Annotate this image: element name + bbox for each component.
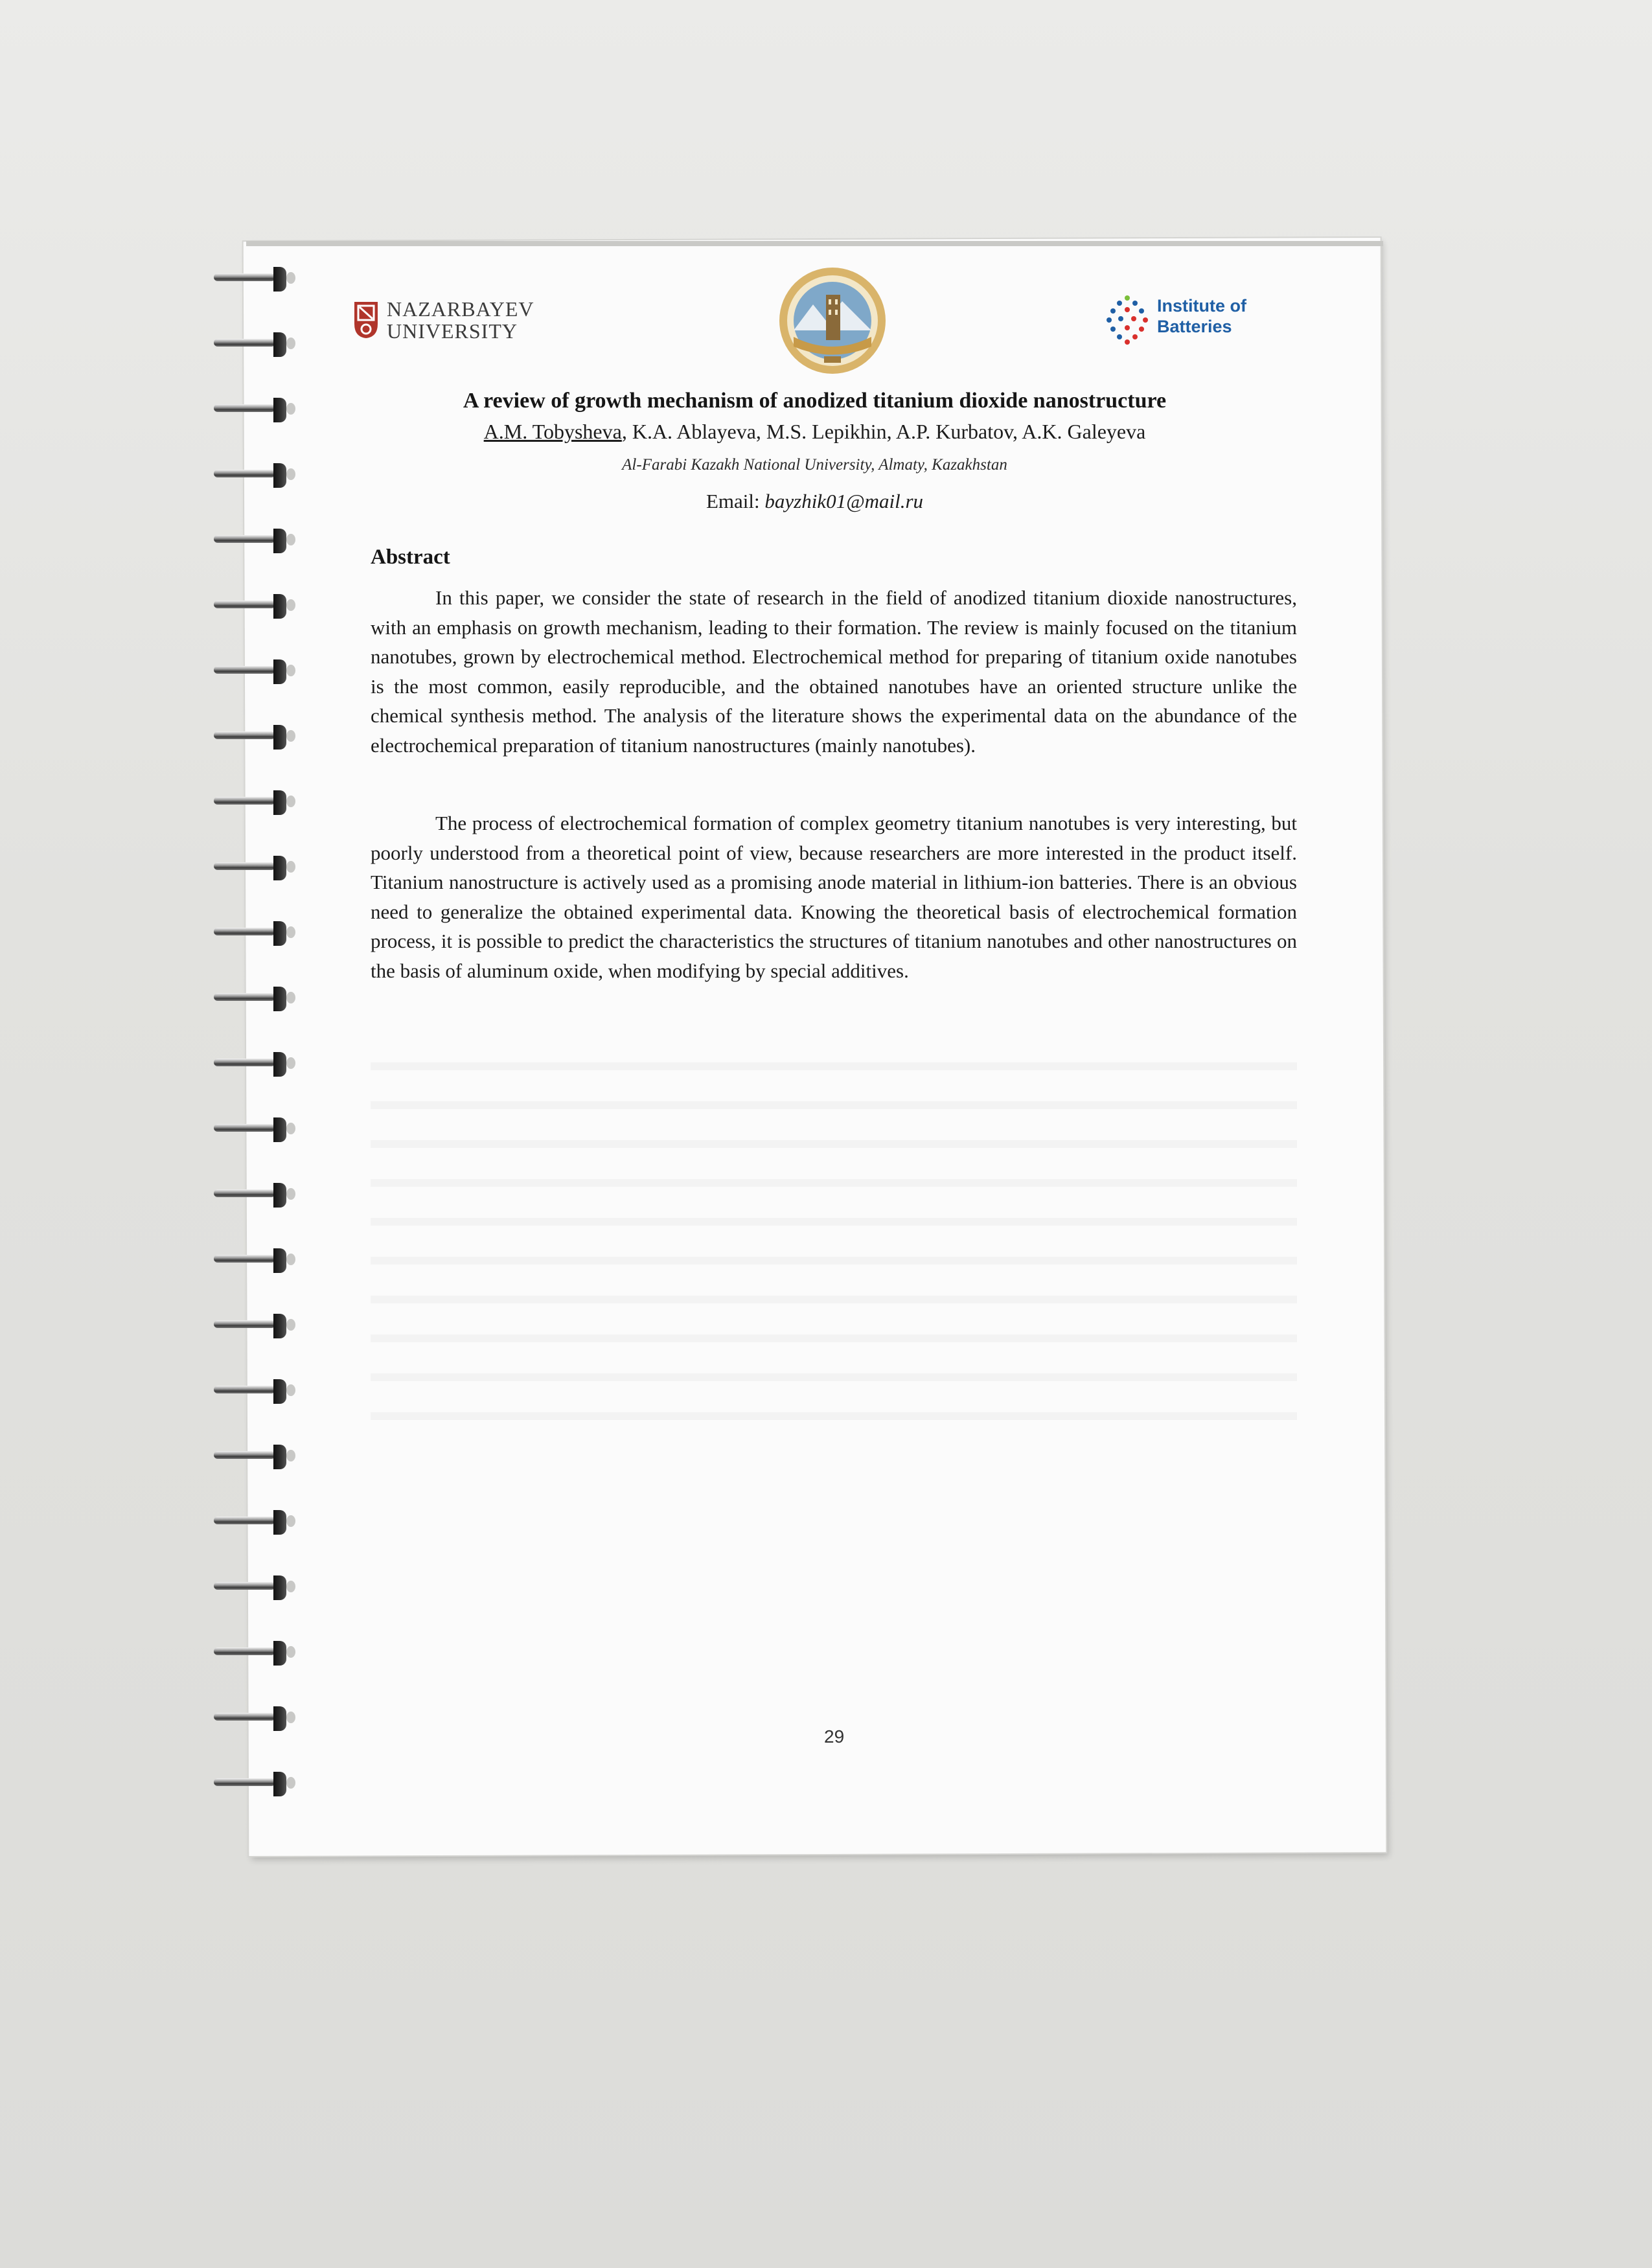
show-through-line [371, 1179, 1297, 1187]
notebook-page [244, 238, 1386, 1856]
spiral-ring [214, 1640, 298, 1666]
email-label: Email: [706, 490, 765, 512]
spiral-ring [214, 1051, 298, 1077]
show-through-line [371, 1101, 1297, 1109]
paper-title: A review of growth mechanism of anodized titanium dioxide nanostructure [463, 389, 1167, 413]
abstract-paragraph-2: The process of electrochemical formation of complex geometry titanium nanotubes is very interesting, but poorly understood from a theoretical point of view, because researchers are more interested in the product itself. Titanium nanostructure is actively used as a promising anode material in lithium-ion batteries. There is an obvious need to generalize the obtained experimental data. Knowing the theoretical basis of electrochemical formation process, it is possible to predict the characteristics the structures of titanium nanotubes and other nanostructures on the basis of aluminum oxide, when modifying by special additives. [371, 812, 1297, 982]
spiral-ring [214, 1247, 298, 1273]
spiral-ring [214, 527, 298, 553]
page-top-edge [246, 241, 1383, 246]
show-through-line [371, 1296, 1297, 1303]
spiral-ring [214, 854, 298, 880]
nu-wordmark [387, 298, 534, 342]
show-through-line [371, 1334, 1297, 1342]
show-through-line [371, 1140, 1297, 1148]
show-through-line [371, 1062, 1297, 1070]
show-through-line [371, 1373, 1297, 1381]
nu-line1: NAZARBAYEV [387, 297, 534, 321]
spiral-ring [214, 593, 298, 619]
abstract-heading: Abstract [371, 545, 450, 569]
spiral-ring [214, 789, 298, 815]
conference-emblem-icon [777, 266, 888, 376]
spiral-ring [214, 658, 298, 684]
battery-dots-icon [1101, 294, 1153, 346]
iob-line1: Institute of [1157, 296, 1246, 315]
spiral-ring [214, 1509, 298, 1535]
page-number: 29 [824, 1726, 845, 1747]
spiral-ring [214, 1378, 298, 1404]
spiral-ring [214, 266, 298, 292]
show-through-line [371, 1257, 1297, 1265]
first-author: A.M. Tobysheva [483, 420, 622, 443]
spiral-ring [214, 985, 298, 1011]
spiral-ring [214, 1705, 298, 1731]
email-address: bayzhik01@mail.ru [764, 490, 924, 512]
spiral-ring [214, 1770, 298, 1796]
abstract-paragraph-1: In this paper, we consider the state of research in the field of anodized titanium dioxide nanostructures, with an emphasis on growth mechanism, leading to their formation. The review is mainly focused on the titanium nanotubes, grown by electrochemical method. Electrochemical method for preparing of titanium oxide nanotubes is the most common, easily reproducible, and the obtained nanotubes have an oriented structure unlike the chemical synthesis method. The analysis of the literature shows the experimental data on the abundance of the electrochemical preparation of titanium nanostructures (mainly nanotubes). [371, 586, 1297, 757]
spiral-ring [214, 1182, 298, 1208]
co-authors: , K.A. Ablayeva, M.S. Lepikhin, A.P. Kurbatov, A.K. Galeyeva [621, 420, 1146, 443]
spiral-ring [214, 1116, 298, 1142]
show-through-line [371, 1412, 1297, 1420]
iob-line2: Batteries [1157, 317, 1232, 336]
spiral-ring [214, 1443, 298, 1469]
spiral-ring [214, 724, 298, 750]
nu-line2: UNIVERSITY [387, 319, 518, 343]
author-list [246, 420, 1383, 444]
email-line [246, 490, 1383, 513]
affiliation: Al-Farabi Kazakh National University, Almaty, Kazakhstan [622, 456, 1007, 474]
spiral-ring [214, 1574, 298, 1600]
iob-wordmark [1157, 295, 1246, 337]
spiral-ring [214, 1312, 298, 1338]
institute-of-batteries-logo [1101, 292, 1283, 350]
nu-shield-icon [353, 301, 379, 339]
show-through-line [371, 1218, 1297, 1226]
spiral-ring [214, 920, 298, 946]
spiral-ring [214, 331, 298, 357]
